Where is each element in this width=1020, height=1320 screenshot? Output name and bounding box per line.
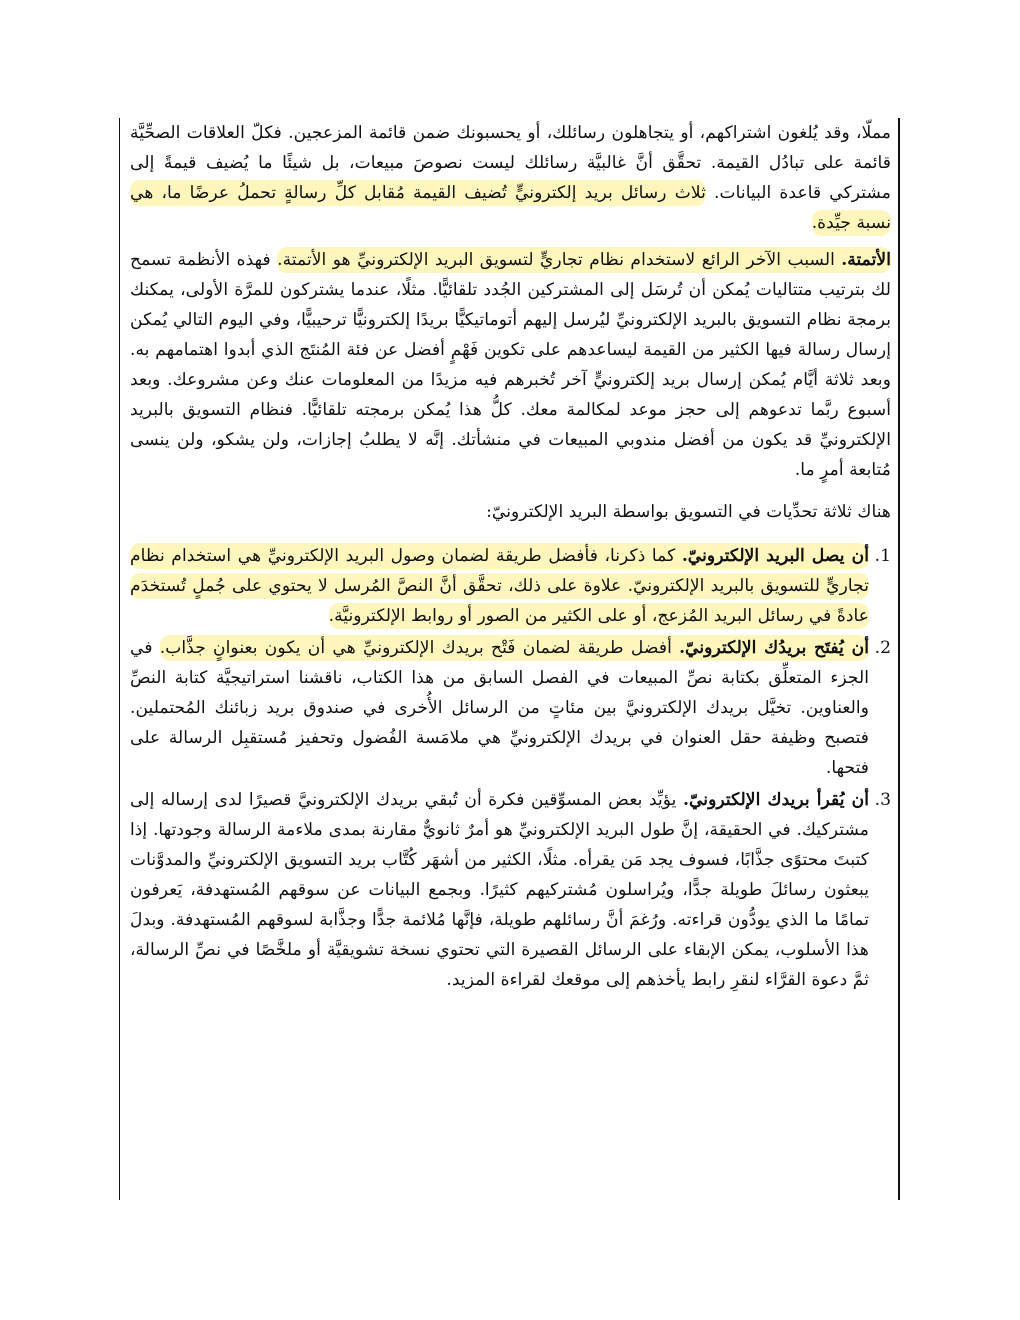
highlighted-text[interactable]: ثلاث رسائل بريد إلكترونيٍّ تُضيف القيمة مُقابل كلِّ رسالةٍ تحملُ عرضًا ما، هي نسبة جيِّدة. [130,180,891,236]
list-item-text: في الجزء المتعلِّق بكتابة نصِّ المبيعات في الفصل السابق من هذا الكتاب، ناقشنا استراتيجيَّة كتابة النصِّ والعناوين. تخيَّل بريدك الإلكترونيَّ بين مئاتٍ من الرسائل الأُخرى في صندوق بريد زبائنك المُحتملين. فتصبح وظيفة حقل العنوان في بريدك الإلكترونيِّ هي ملامَسة الفُضول وتحفيز مُستقبِل الرسالة على فتحها. [130,638,869,778]
list-number: 1. [874,546,891,566]
challenges-intro: هناك ثلاثة تحدِّيات في التسويق بواسطة البريد الإلكترونيّ: [486,502,891,522]
list-item-3 [130,785,891,995]
list-item-highlight: أفضل طريقة لضمان فَتْح بريدك الإلكترونيِّ هي أن يكون بعنوانٍ جذَّاب. [159,638,680,658]
list-item-lead: أن يُفتَح بريدُك الإلكترونيّ. [679,638,870,658]
list-number: 2. [874,638,891,658]
list-item-lead: أن يُقرأ بريدك الإلكترونيّ. [683,790,869,810]
page-content [130,118,891,997]
list-item-highlight: كما ذكرنا، فأفضل طريقة لضمان وصول البريد الإلكترونيِّ هي استخدام نظام تجاريٍّ للتسويق بالبريد الإلكترونيّ. علاوة على ذلك، تحقَّق أنَّ النصَّ المُرسل لا يحتوي على جُملٍ تُستخدَم عادةً في رسائل البريد المُزعج، أو على الكثير من الصور أو روابط الإلكترونيَّة. [130,546,869,626]
document-page [119,118,900,1200]
run-in-heading: الأتمتة. [841,250,891,270]
paragraph-text: مملّا، وقد يُلغون اشتراكهم، أو يتجاهلون رسائلك، أو يحسبونك ضمن قائمة المزعجين. فكلّ العلاقات الصحِّيَّة قائمة على تبادُل القيمة. تحقَّق أنَّ غالبيَّة رسائلك ليست نصوصَ مبيعات، بل شيئًا ما يُضيف قيمةً إلى مشتركي قاعدة البيانات. [130,123,891,203]
paragraph-text: فهذه الأنظمة تسمح لك بترتيب متتاليات يُمكن أن تُرسَل إلى المشتركين الجُدد تلقائيًّا. مثلًا، عندما يشتركون للمرَّة الأولى، يمكنك برمجة نظام التسويق بالبريد الإلكترونيِّ ليُرسل إليهم أتوماتيكيًّا بريدًا إلكترونيًّا ترحيبيًّا، وفي اليوم التالي يُمكن إرسال رسالة فيها الكثير من القيمة ليساعدهم على تكوين فَهْمٍ أفضل عن فئة المُنتَج الذي أبدوا اهتمامهم به. وبعد ثلاثة أيَّام يُمكن إرسال بريد إلكترونيٍّ آخر تُخبرهم فيه مزيدًا من المعلومات عنك وعن مشروعك. وبعد أسبوع ربَّما تدعوهم إلى حجز موعد لمكالمة معك. كلُّ هذا يُمكن برمجته تلقائيًّا. فنظام التسويق بالبريد الإلكترونيِّ قد يكون من أفضل مندوبي المبيعات في منشأتك. إنَّه لا يطلبُ إجازات، ولن يشكو، ولن ينسى مُتابعة أمرٍ ما. [130,250,891,480]
list-item-text: يؤيِّد بعض المسوِّقين فكرة أن تُبقي بريدك الإلكترونيَّ قصيرًا لدى إرساله إلى مشتركيك. في الحقيقة، إنَّ طول البريد الإلكترونيِّ هو أمرٌ ثانويٌّ مقارنة بمدى ملاءمة الرسالة وجودتها. إذا كتبتَ محتوًى جذَّابًا، فسوف يجد مَن يقرأه. مثلًا، الكثير من أشهَر كُتَّاب بريد التسويق الإلكترونيِّ والمدوَّنات يبعثون رسائلَ طويلة جدًّا، ويُراسلون مُشتركيهم كثيرًا. وبجمع البيانات عن سوقهم المُستهدفة، يَعرفون تمامًا ما الذي يودُّون قراءته. ورُغمَ أنَّ رسائلهم طويلة، فإنَّها مُلائمة جدًّا وجذَّابة لسوقهم المُستهدفة. وبدلَ هذا الأسلوب، يمكن الإبقاء على الرسائل القصيرة التي تحتوي نسخة تشويقيَّة أو ملخَّصًا في نصِّ الرسالة، ثمَّ دعوة القرَّاء لنقرِ رابط يأخذهم إلى موقعك لقراءة المزيد. [130,790,869,990]
highlighted-text[interactable] [277,247,891,273]
highlighted-sentence: السبب الآخر الرائع لاستخدام نظام تجاريٍّ لتسويق البريد الإلكترونيِّ هو الأتمتة. [277,250,842,270]
paragraph-automation [130,245,891,485]
list-item-2 [130,633,891,783]
highlighted-text[interactable] [160,635,869,661]
list-number: 3. [874,790,891,810]
list-item-1 [130,541,891,631]
challenges-list [130,541,891,995]
list-item-lead: أن يصل البريد الإلكترونيّ. [681,546,869,566]
highlighted-text[interactable] [130,543,869,629]
paragraph-relationships [130,118,891,238]
